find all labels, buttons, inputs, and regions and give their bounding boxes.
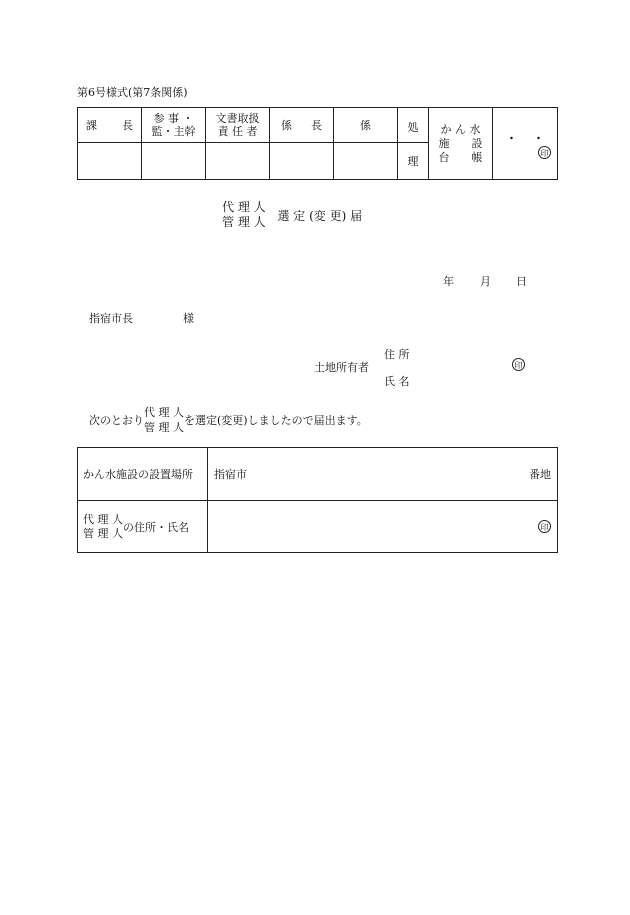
agent-label (78, 501, 208, 553)
form-number: 第6号様式(第7条関係) (77, 86, 188, 99)
header-daicho-line1: か ん 水 (440, 122, 481, 136)
statement-stack-line1: 代 理 人 (144, 406, 184, 419)
statement-suffix: を選定(変更)しましたので届出ます。 (184, 414, 368, 427)
header-kakaricho-b: 長 (311, 118, 322, 132)
date-dot-1: ・ (506, 132, 517, 145)
applicant-address-label: 住 所 (384, 348, 410, 361)
header-kakari: 係 (334, 108, 398, 143)
location-city: 指宿市 (214, 468, 247, 481)
header-kacho (78, 108, 142, 143)
statement-stack (144, 405, 184, 435)
statement-prefix: 次のとおり (89, 414, 144, 427)
agent-label-stack-line1: 代 理 人 (83, 512, 123, 526)
info-table (77, 447, 558, 553)
addressee-name: 指宿市長 (89, 312, 133, 325)
applicant-seal-icon: 印 (512, 358, 525, 371)
addressee-honorific: 様 (183, 312, 194, 325)
date-dots (493, 132, 557, 145)
title-stack-line1: 代 理 人 (222, 200, 266, 214)
location-label: かん水施設の設置場所 (78, 448, 208, 501)
date-day: 日 (516, 275, 527, 288)
header-sanji-line1: 参 事 ・ (153, 112, 194, 126)
title-stack-line2: 管 理 人 (222, 215, 266, 229)
agent-label-stack (83, 513, 123, 541)
header-kacho-a: 課 (86, 118, 97, 132)
statement-stack-line2: 管 理 人 (144, 421, 184, 434)
header-shori-top: 処 (398, 108, 429, 143)
date-month: 月 (480, 275, 491, 288)
header-kacho-b: 長 (122, 118, 133, 132)
title-stack (222, 200, 266, 230)
applicant-role: 土地所有者 (314, 361, 369, 374)
date-year: 年 (443, 275, 454, 288)
date-dot-2: ・ (533, 132, 544, 145)
agent-field[interactable] (208, 501, 558, 553)
stamp-box-bunsho[interactable] (206, 143, 270, 180)
header-bunsho-line1: 文書取扱 (215, 112, 260, 126)
title-text: 選 定 (変 更) 届 (277, 208, 363, 223)
header-kakaricho (270, 108, 334, 143)
header-kakaricho-a: 係 (281, 118, 292, 132)
agent-label-suffix: の住所・氏名 (123, 520, 189, 534)
applicant-name-label: 氏 名 (384, 375, 410, 388)
statement (89, 405, 368, 435)
stamp-box-kacho[interactable] (78, 143, 142, 180)
header-daicho-line2: 施 設 (438, 136, 483, 150)
stamp-box-sanji[interactable] (142, 143, 206, 180)
stamp-box-kakaricho[interactable] (270, 143, 334, 180)
seal-icon: 印 (538, 146, 551, 159)
header-daicho-line3: 台 帳 (438, 150, 483, 164)
header-bunsho-line2: 責 任 者 (217, 125, 258, 139)
header-sanji (142, 108, 206, 143)
header-bunsho (206, 108, 270, 143)
location-field[interactable] (208, 448, 558, 501)
header-shori-bottom: 理 (398, 143, 429, 180)
document-title (222, 200, 362, 230)
header-sanji-line2: 監・主幹 (151, 125, 196, 139)
date-seal-cell (493, 108, 558, 180)
header-daicho (429, 108, 493, 180)
agent-seal-icon: 印 (538, 520, 551, 533)
stamp-box-kakari[interactable] (334, 143, 398, 180)
location-suffix: 番地 (529, 468, 551, 481)
agent-label-stack-line2: 管 理 人 (83, 526, 123, 540)
approval-table (77, 107, 558, 180)
